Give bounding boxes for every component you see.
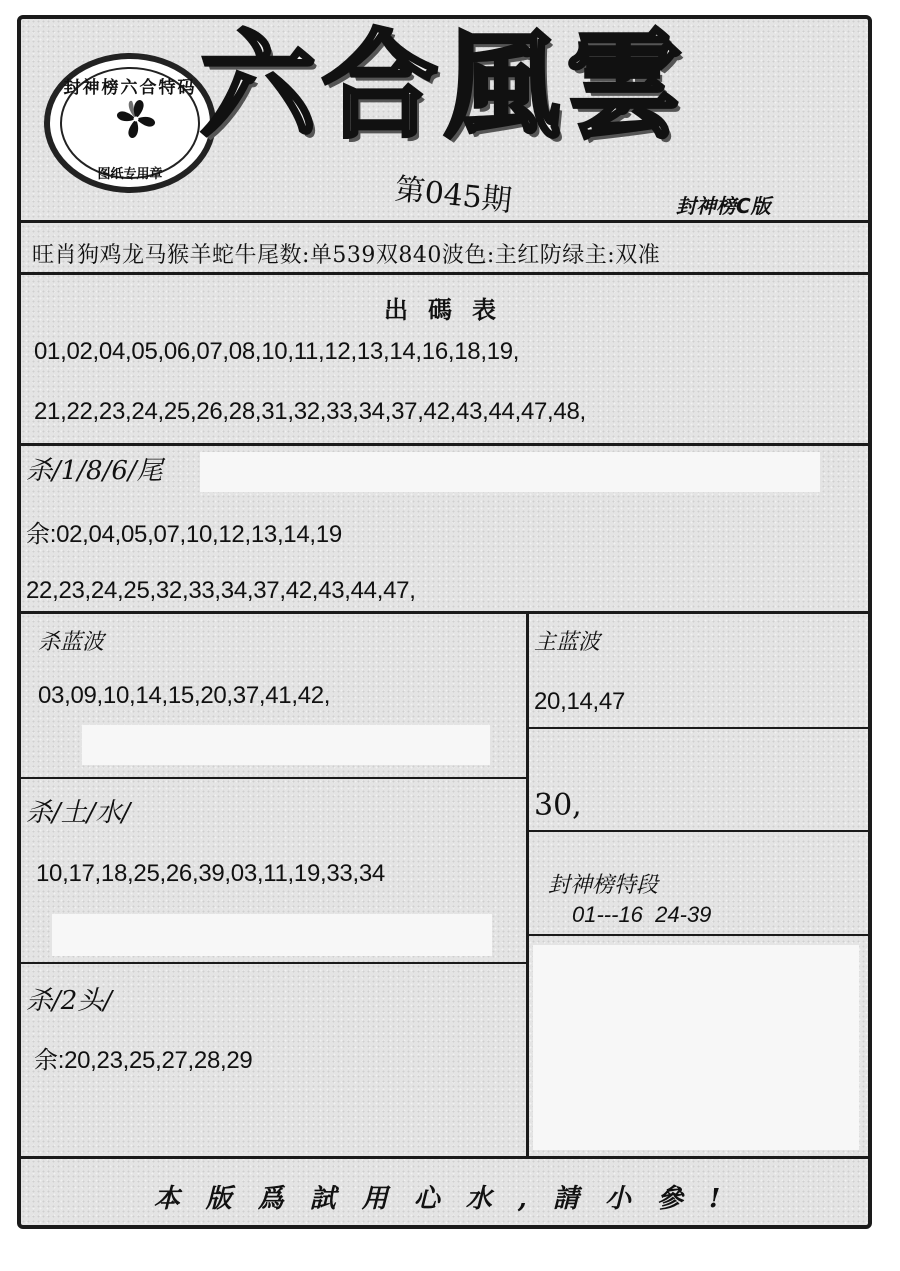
divider	[21, 1156, 868, 1159]
seal-stamp	[44, 53, 216, 193]
highlight-box	[82, 725, 490, 765]
issue-number: 第045期	[393, 171, 514, 220]
kill-blue-label: 杀蓝波	[38, 630, 105, 655]
main-blue-label: 主蓝波	[534, 630, 601, 655]
kill-head-rest: 余:20,23,25,27,28,29	[34, 1047, 253, 1074]
edition-label: 封神榜C版	[676, 194, 771, 218]
divider	[21, 272, 868, 275]
info-line: 旺肖狗鸡龙马猴羊蛇牛尾数:单539双840波色:主红防绿主:双准	[32, 243, 661, 268]
seal-top-text: 封神榜六合特码	[63, 78, 197, 98]
column-divider	[526, 611, 529, 1158]
kill-tail-label: 杀/1/8/6/尾	[26, 456, 163, 486]
chuma-title: 出碼表	[384, 295, 516, 324]
bauhinia-flower-icon	[112, 95, 160, 143]
kill-tail-rest-2: 22,23,24,25,32,33,34,37,42,43,44,47,	[26, 577, 416, 604]
highlight-box	[52, 914, 492, 956]
chuma-row-1: 01,02,04,05,06,07,08,10,11,12,13,14,16,18,19,	[34, 338, 520, 365]
chuma-row-2: 21,22,23,24,25,26,28,31,32,33,34,37,42,43,44,47,48,	[34, 398, 586, 425]
divider	[527, 830, 868, 832]
special-range: 01---16 24-39	[572, 902, 712, 927]
main-blue-numbers: 20,14,47	[534, 688, 626, 715]
divider	[527, 934, 868, 936]
empty-box	[533, 945, 859, 1150]
kill-tail-rest-1: 余:02,04,05,07,10,12,13,14,19	[26, 521, 342, 548]
divider	[21, 443, 868, 446]
footer-note: 本版爲試用心水,請小參!	[153, 1184, 747, 1214]
divider	[21, 220, 868, 223]
highlight-box	[200, 452, 820, 492]
page-title: 六合風雲	[200, 18, 688, 154]
right-number: 30,	[534, 788, 582, 823]
special-label: 封神榜特段	[548, 873, 659, 898]
kill-element-numbers: 10,17,18,25,26,39,03,11,19,33,34	[36, 860, 385, 887]
kill-head-label: 杀/2头/	[26, 986, 113, 1016]
seal-bottom-text: 图纸专用章	[97, 167, 163, 182]
divider	[21, 962, 527, 964]
kill-blue-numbers: 03,09,10,14,15,20,37,41,42,	[38, 682, 331, 709]
divider	[21, 777, 527, 779]
kill-element-label: 杀/土/水/	[26, 798, 131, 828]
divider	[21, 611, 868, 614]
divider	[527, 727, 868, 729]
